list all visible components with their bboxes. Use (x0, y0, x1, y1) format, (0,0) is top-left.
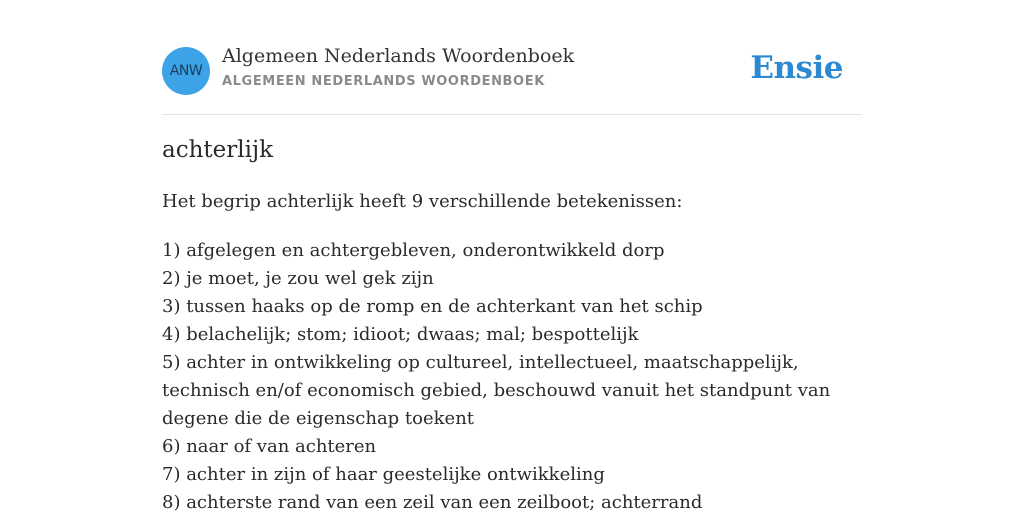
site-header (162, 0, 862, 115)
entry-word: achterlijk (162, 137, 274, 163)
entry-intro: Het begrip achterlijk heeft 9 verschillende betekenissen: (162, 191, 683, 212)
ensie-logo[interactable]: Ensie (750, 50, 843, 86)
meaning-item: 3) tussen haaks op de romp en de achterkant van het schip (162, 296, 703, 317)
meaning-item: 7) achter in zijn of haar geestelijke ontwikkeling (162, 464, 605, 485)
meaning-item: 6) naar of van achteren (162, 436, 377, 457)
dictionary-subtitle: ALGEMEEN NEDERLANDS WOORDENBOEK (222, 74, 545, 89)
meanings-list (162, 237, 862, 512)
content-column (162, 0, 862, 512)
meaning-item: 5) achter in ontwikkeling op cultureel, intellectueel, maatschappelijk, technisch en/of economisch gebied, beschouwd vanuit het standpunt van degene die de eigenschap toekent (162, 352, 831, 429)
meaning-item: 8) achterste rand van een zeil van een zeilboot; achterrand (162, 492, 703, 512)
meaning-item: 4) belachelijk; stom; idioot; dwaas; mal; bespottelijk (162, 324, 639, 345)
meaning-item: 1) afgelegen en achtergebleven, onderontwikkeld dorp (162, 240, 665, 261)
dictionary-title[interactable]: Algemeen Nederlands Woordenboek (222, 45, 575, 67)
meaning-item: 2) je moet, je zou wel gek zijn (162, 268, 434, 289)
anw-logo[interactable]: ANW (162, 47, 210, 95)
